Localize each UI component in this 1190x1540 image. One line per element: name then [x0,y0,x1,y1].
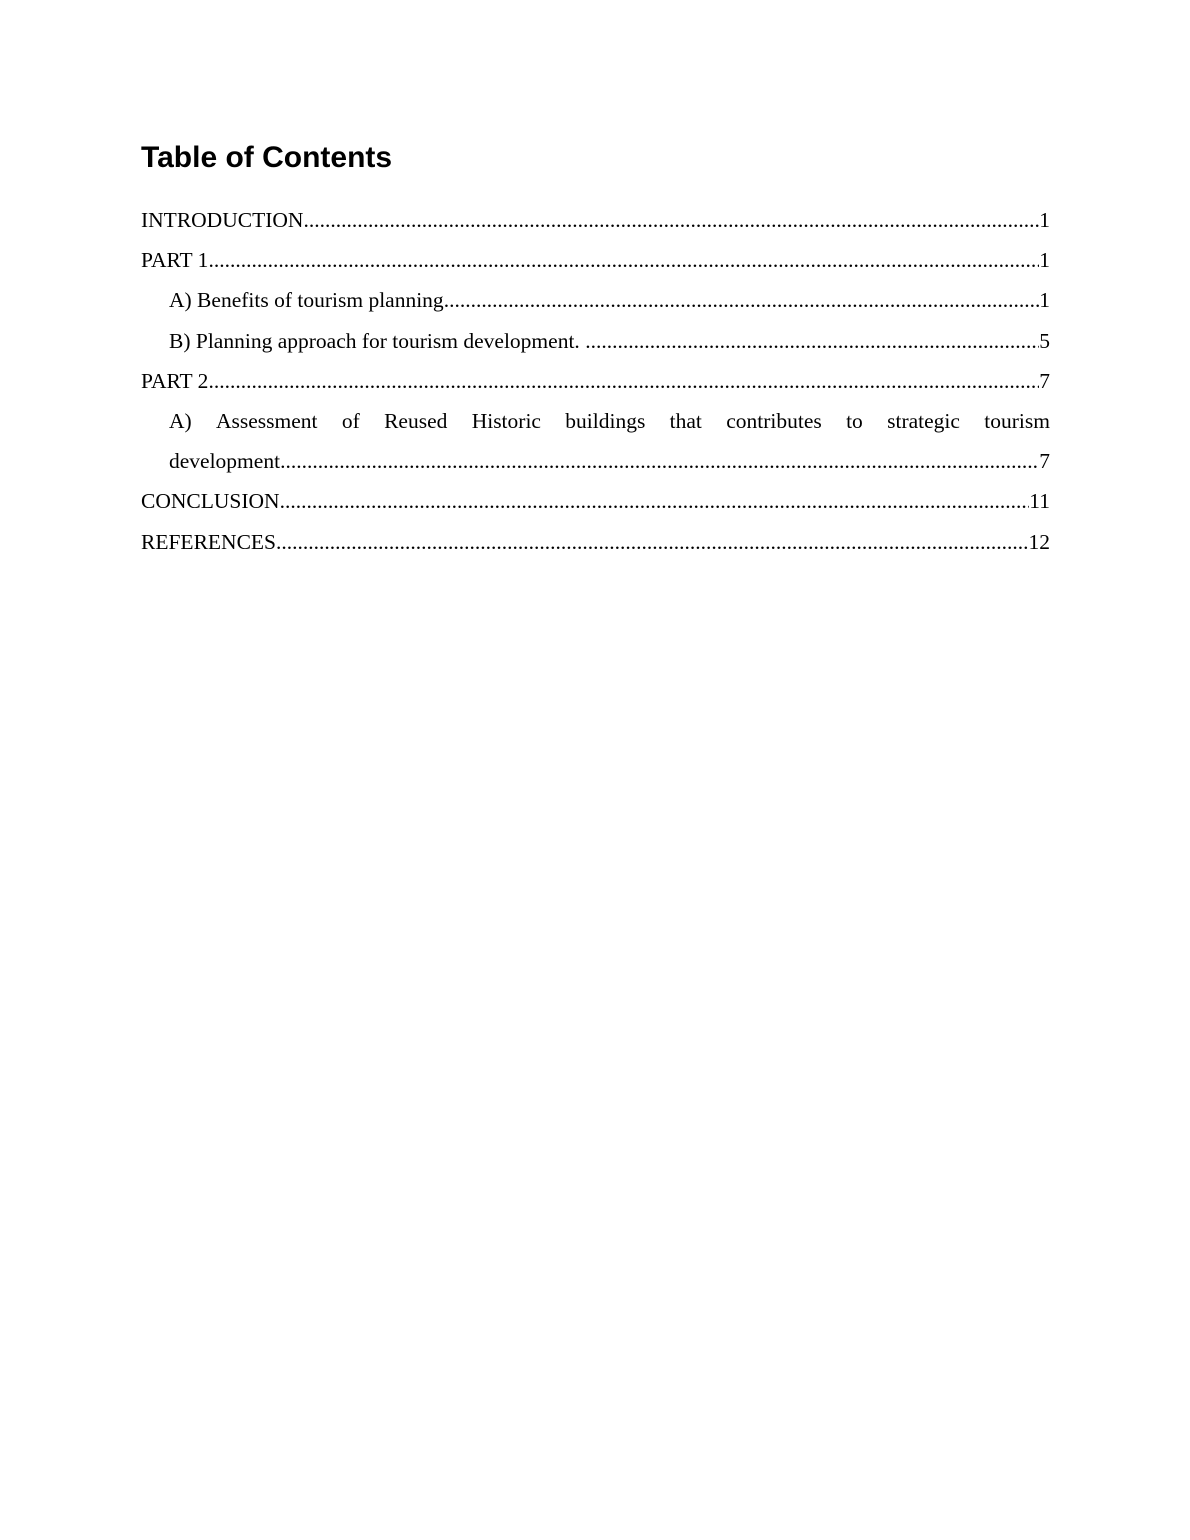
toc-entry-text: CONCLUSION [141,489,280,514]
toc-page-number: 1 [1039,288,1050,313]
toc-entry-references[interactable] [141,522,1050,562]
toc-word: tourism [984,408,1050,433]
toc-word: A) [169,408,192,433]
toc-entry-text: B) Planning approach for tourism development. [169,328,586,353]
toc-entry-conclusion[interactable] [141,481,1050,521]
toc-list [141,200,1050,562]
toc-entry-text-line-2 [169,441,1050,481]
toc-entry-planning-approach[interactable] [169,321,1050,361]
toc-word: Assessment [216,408,318,433]
toc-leader-dots [444,280,1040,320]
toc-entry-text: INTRODUCTION [141,208,304,232]
toc-page-number: 1 [1039,248,1050,273]
toc-word: to [846,408,863,433]
toc-word: of [341,408,360,433]
toc-entry-text-line-1 [169,401,1050,441]
toc-page-number: 7 [1039,449,1050,474]
toc-leader-dots [208,361,1039,401]
toc-leader-dots [303,200,1039,240]
toc-word: Historic [471,408,541,433]
toc-entry-text: PART 1 [141,248,209,273]
toc-entry-part-1[interactable] [141,240,1050,280]
toc-entry-assessment-of-reused-historic-buildings[interactable] [169,401,1050,481]
toc-entry-text: A) Benefits of tourism planning [169,288,444,313]
toc-leader-dots [276,522,1029,562]
toc-leader-dots [280,441,1039,481]
toc-leader-dots [280,481,1030,521]
toc-entry-text: REFERENCES [141,529,276,554]
toc-entry-part-2[interactable] [141,361,1050,401]
toc-page-number: 12 [1028,529,1050,554]
toc-leader-dots [208,240,1039,280]
toc-word: contributes [726,408,822,433]
toc-entry-text: PART 2 [141,368,209,393]
toc-title: Table of Contents [141,141,393,174]
toc-page-number: 5 [1039,328,1050,353]
toc-page-number: 7 [1039,368,1050,393]
toc-entry-introduction[interactable] [141,200,1050,240]
toc-entry-text: development [169,449,281,474]
toc-word: that [669,408,702,433]
toc-page-number: 1 [1039,208,1050,232]
toc-word: buildings [565,408,646,433]
toc-word: Reused [384,408,448,433]
toc-page-number: 11 [1029,489,1050,514]
toc-word: strategic [887,408,960,433]
toc-leader-dots [585,321,1039,361]
toc-entry-benefits-of-tourism-planning[interactable] [169,280,1050,320]
